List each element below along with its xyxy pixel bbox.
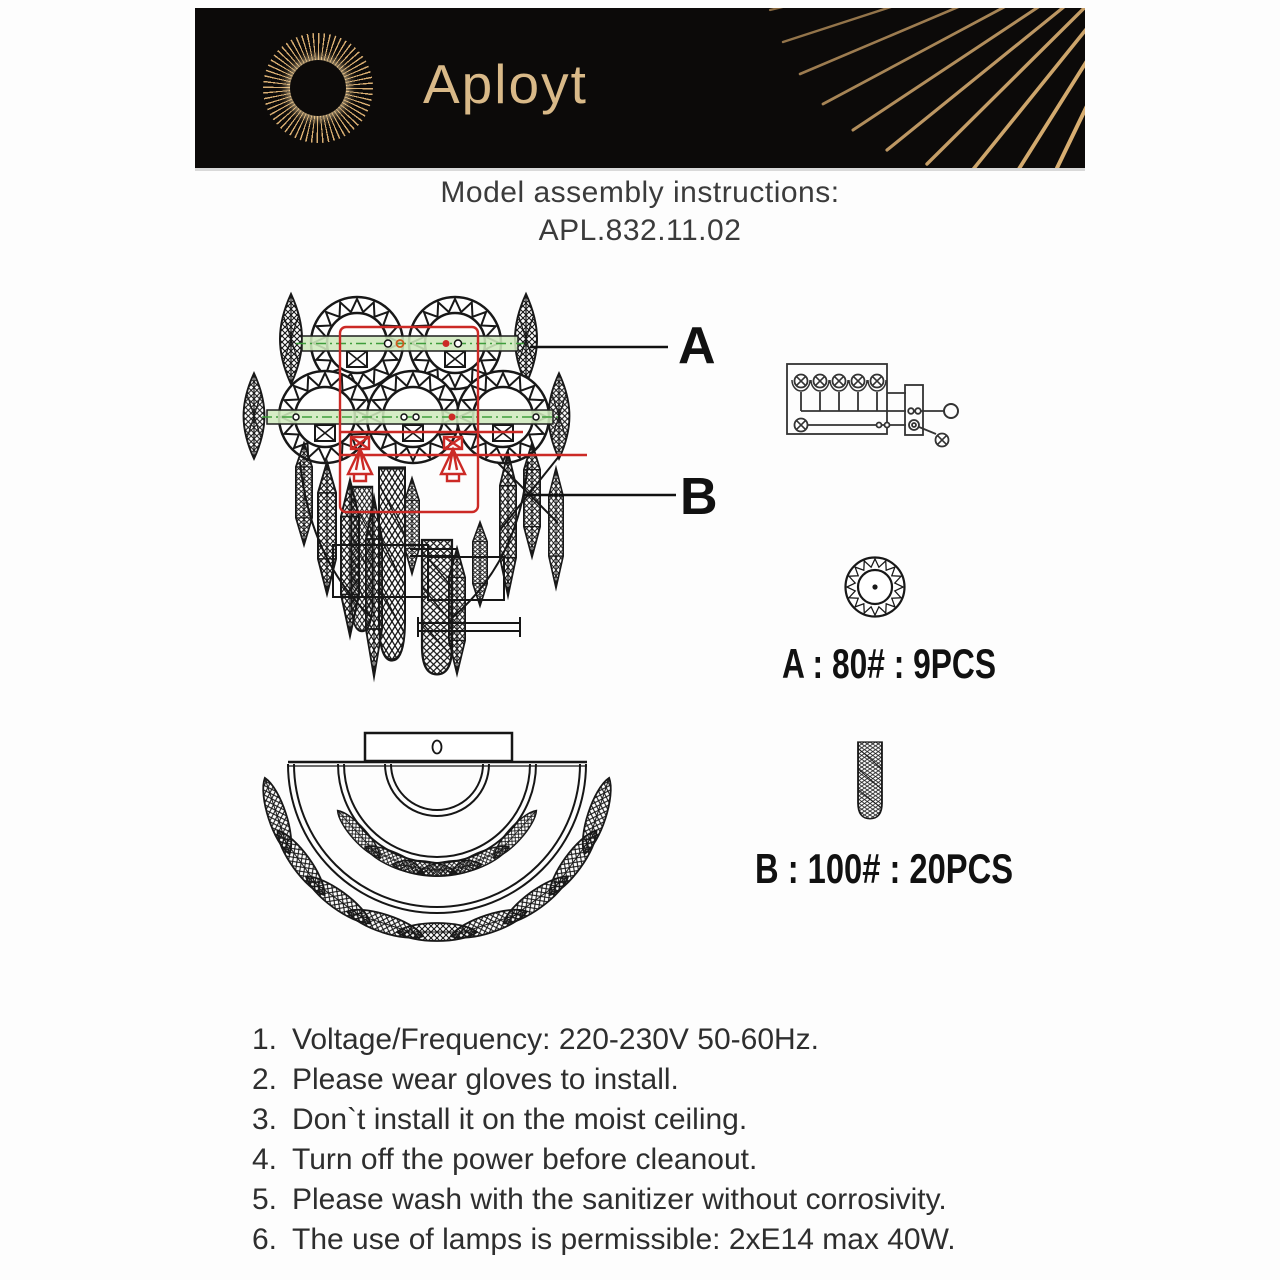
item-text: Please wear gloves to install. xyxy=(292,1063,679,1096)
part-b-figure xyxy=(858,742,882,819)
bulb-icon xyxy=(441,437,465,481)
instruction-item xyxy=(252,1020,1082,1060)
item-text: Don`t install it on the moist ceiling. xyxy=(292,1103,748,1136)
part-a-caption: A : 80# : 9PCS xyxy=(782,640,996,687)
bulb-icon xyxy=(348,437,372,481)
item-number: 4. xyxy=(252,1143,278,1176)
instruction-item xyxy=(252,1220,1082,1260)
part-a-figure xyxy=(846,558,905,617)
item-number: 3. xyxy=(252,1103,278,1136)
item-text: The use of lamps is permissible: 2xE14 max 40W. xyxy=(292,1223,956,1256)
instructions-list xyxy=(252,1020,1082,1260)
brand-name: Aployt xyxy=(423,53,588,115)
chandelier-front-view xyxy=(244,294,718,677)
item-text: Turn off the power before cleanout. xyxy=(292,1143,758,1176)
title-line1: Model assembly instructions: xyxy=(440,176,840,209)
wiring-diagram xyxy=(787,364,958,447)
crystal-drops xyxy=(296,443,563,677)
chandelier-bottom-view xyxy=(256,733,617,945)
item-number: 6. xyxy=(252,1223,278,1256)
crystal-leaves-outer xyxy=(256,775,617,945)
instruction-item xyxy=(252,1060,1082,1100)
item-number: 5. xyxy=(252,1183,278,1216)
label-a: A xyxy=(678,317,716,375)
item-text: Please wash with the sanitizer without corrosivity. xyxy=(292,1183,947,1216)
instruction-item xyxy=(252,1100,1082,1140)
item-text: Voltage/Frequency: 220-230V 50-60Hz. xyxy=(292,1023,820,1056)
item-number: 2. xyxy=(252,1063,278,1096)
instruction-item xyxy=(252,1180,1082,1220)
mounting-band-top xyxy=(296,336,524,351)
item-number: 1. xyxy=(252,1023,278,1056)
instruction-item xyxy=(252,1140,1082,1180)
title-line2: APL.832.11.02 xyxy=(538,214,742,247)
mounting-band-bottom xyxy=(262,410,558,424)
label-b: B xyxy=(680,468,718,526)
part-b-caption: B : 100# : 20PCS xyxy=(755,845,1013,892)
